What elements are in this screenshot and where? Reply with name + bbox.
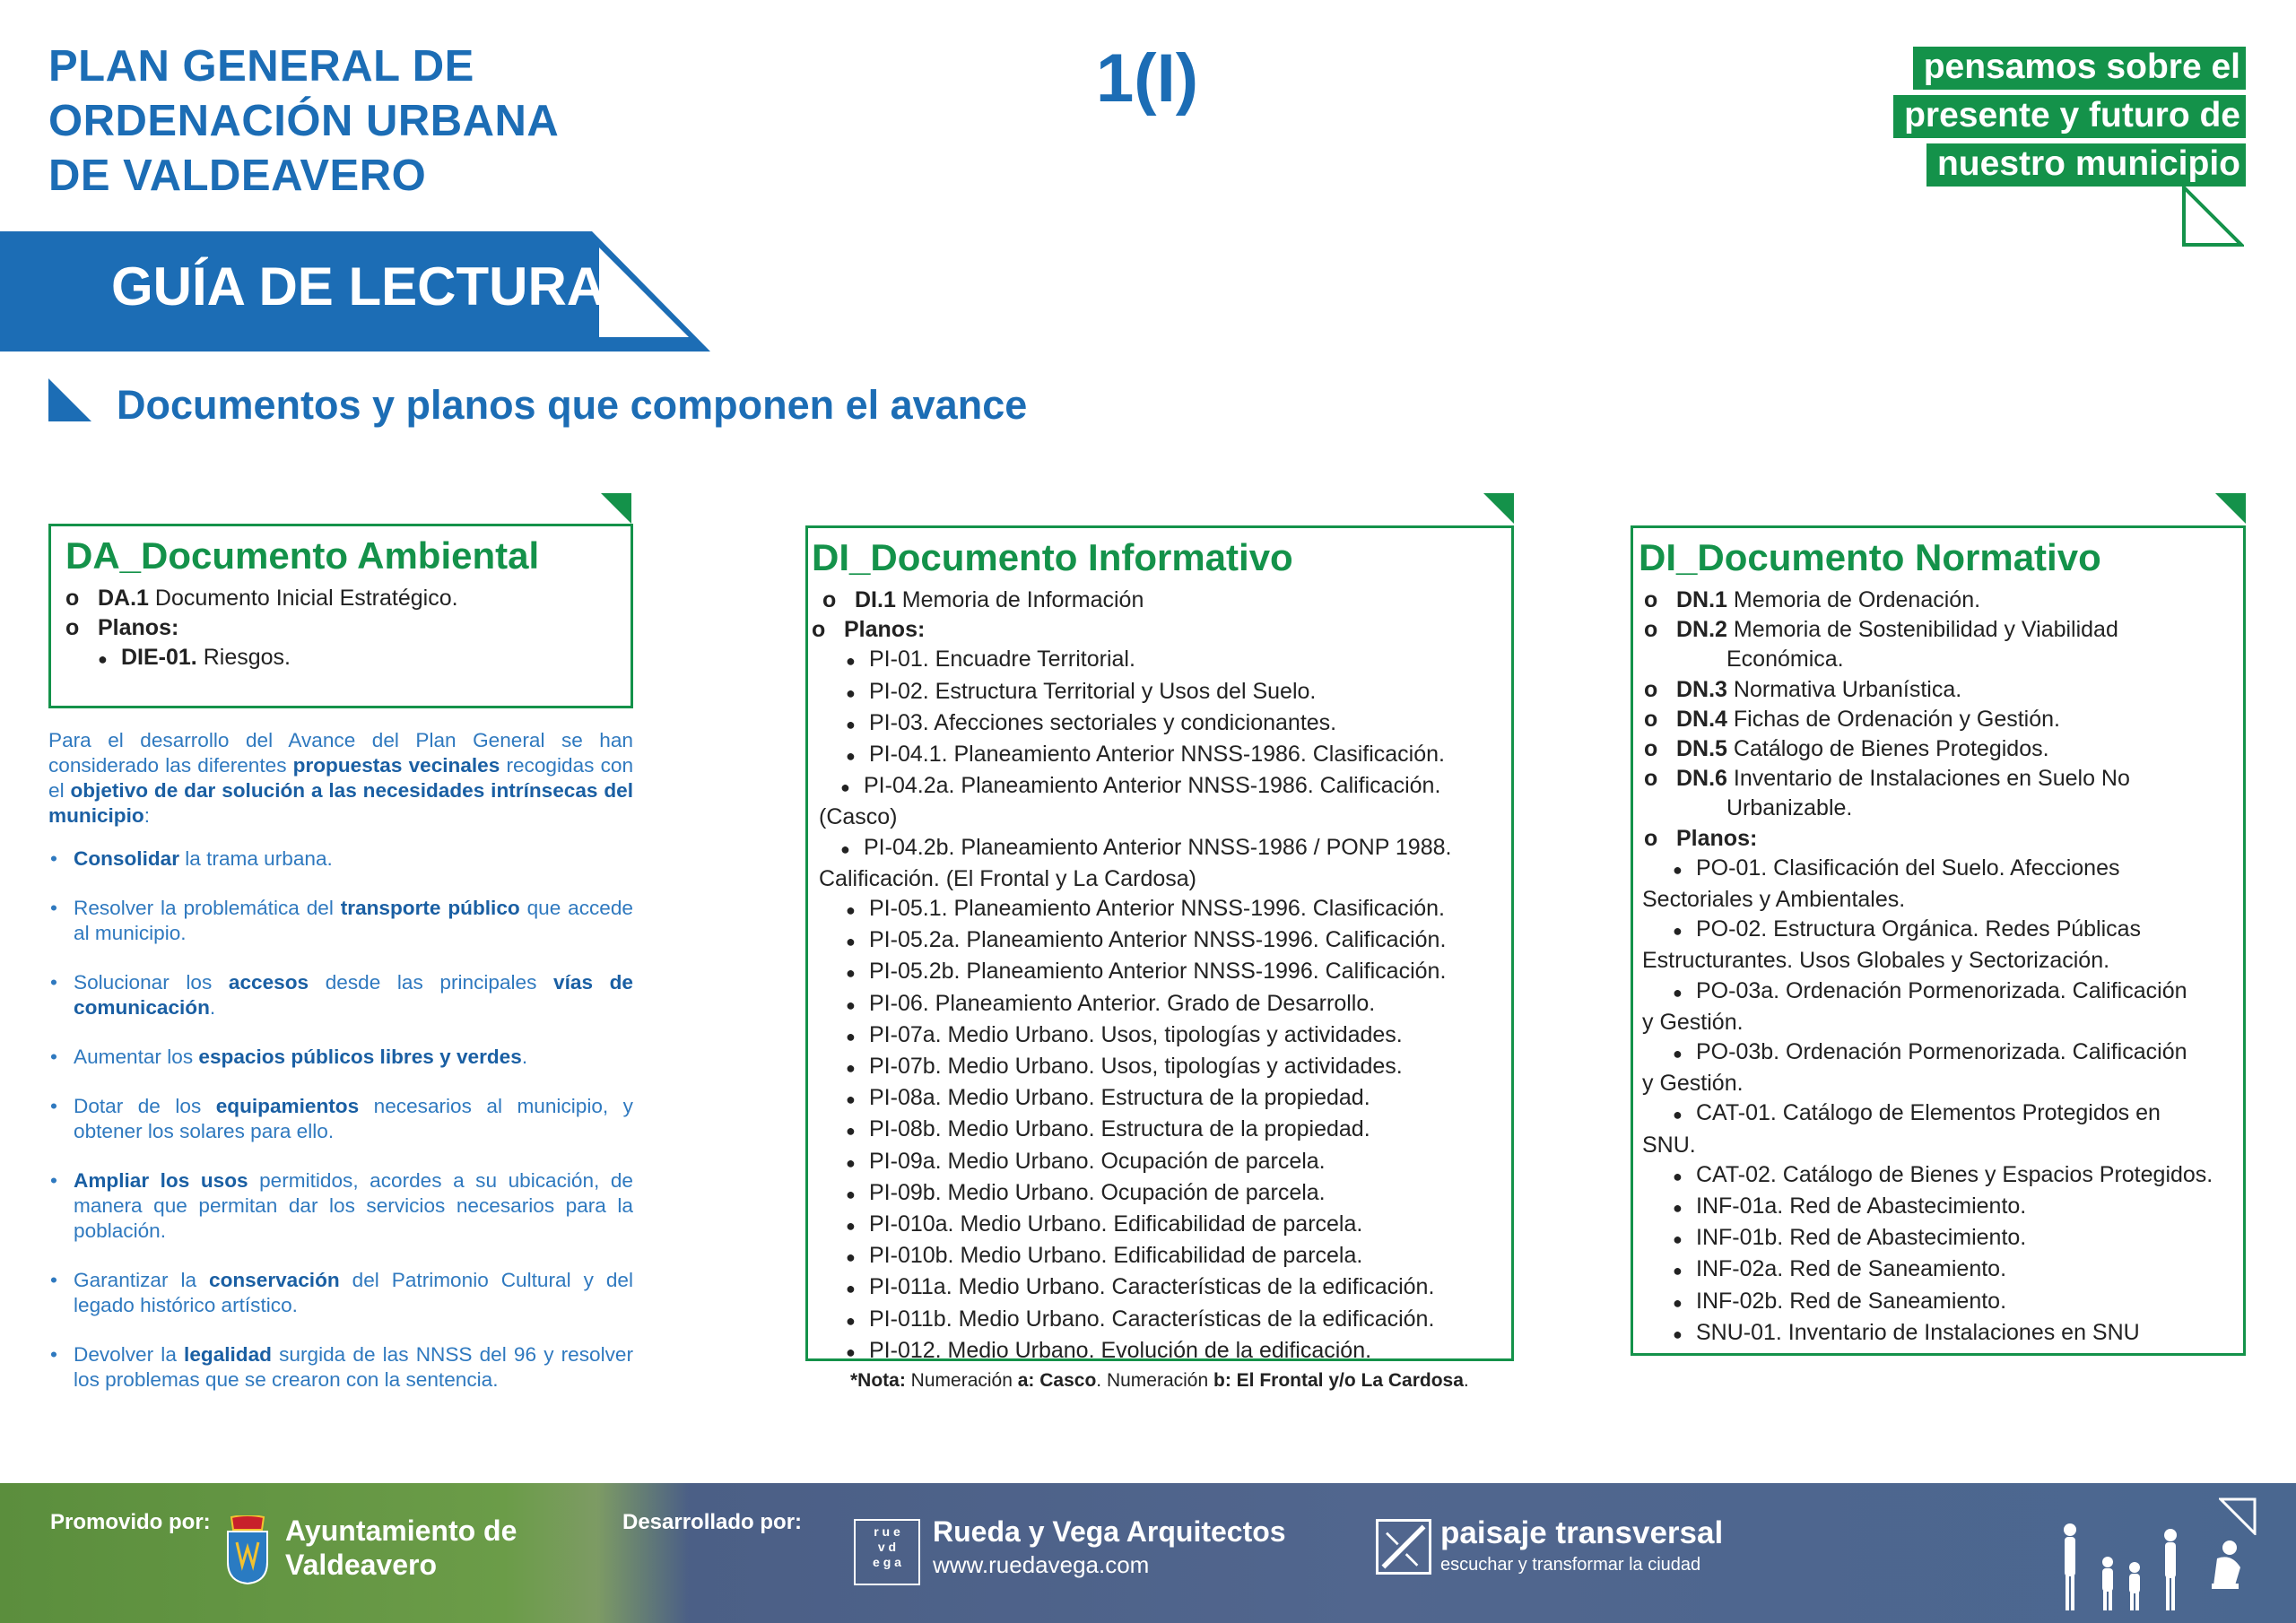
list-item: o Planos: [65,615,179,641]
list-item: Sectoriales y Ambientales. [1642,887,1906,913]
list-item: o DN.5 Catálogo de Bienes Protegidos. [1644,736,2049,762]
list-item: y Gestión. [1642,1009,1744,1035]
bullet-icon: ● [846,1248,856,1267]
plan-title [48,39,622,204]
box-corner-icon [601,493,631,524]
documento-normativo-list [1639,586,2243,1350]
bullet-icon: ● [1673,1167,1683,1185]
documento-informativo-title: DI_Documento Informativo [812,536,1293,578]
list-item: Urbanizable. [1726,795,1853,821]
bullet-icon: ● [846,1217,856,1236]
bullet-icon: ● [846,715,856,733]
list-item: ● PI-07a. Medio Urbano. Usos, tipologías y actividades. [812,1020,1511,1052]
bullet-icon: ● [1673,1324,1683,1343]
list-item: o DN.4 Fichas de Ordenación y Gestión. [1644,706,2060,732]
list-item: ● PI-010b. Medio Urbano. Edificabilidad de parcela. [812,1241,1511,1272]
bullet-icon: ● [1673,1106,1683,1124]
list-item: Calificación. (El Frontal y La Cardosa) [819,865,1196,891]
rueda-vega-name: Rueda y Vega Arquitectos [933,1515,1286,1548]
box-corner-icon [2215,493,2246,524]
bullet-icon: ● [846,1090,856,1109]
bullet-icon: ● [846,1311,856,1330]
list-item: ● PI-03. Afecciones sectoriales y condicionantes. [812,708,1511,740]
list-item: ● CAT-02. Catálogo de Bienes y Espacios Protegidos. [1639,1160,2243,1192]
list-item: ● PI-011a. Medio Urbano. Características de la edificación. [812,1272,1511,1304]
list-item: ● INF-02a. Red de Saneamiento. [1639,1254,2243,1286]
list-item: o DA.1 Documento Inicial Estratégico. [65,586,458,611]
list-item: ● PO-03a. Ordenación Pormenorizada. Calificación [1639,976,2243,1008]
bullet-icon: ● [846,652,856,671]
coat-of-arms-icon [224,1515,271,1585]
bullet-icon: ● [846,683,856,702]
list-item: ● PO-03b. Ordenación Pormenorizada. Calificación [1639,1037,2243,1069]
bullet-icon: ● [846,933,856,951]
list-item: • Garantizar la conservación del Patrimonio Cultural y del legado histórico artístico. [48,1268,633,1318]
list-item: Económica. [1726,647,1844,673]
list-item: ● PI-02. Estructura Territorial y Usos del Suelo. [812,677,1511,708]
list-item: ● INF-02b. Red de Saneamiento. [1639,1287,2243,1318]
rueda-vega-web: www.ruedavega.com [933,1551,1150,1578]
list-item: ● SNU-01. Inventario de Instalaciones en SNU [1639,1318,2243,1350]
list-item: ● DIE-01. Riesgos. [98,645,291,671]
bullet-icon: ● [846,1027,856,1046]
documento-normativo-box [1631,525,2246,1356]
bullet-icon: ● [1673,983,1683,1002]
title-line-2: ORDENACIÓN URBANA [48,97,560,145]
list-item: ● PI-04.2a. Planeamiento Anterior NNSS-1986. Calificación. [812,771,1511,803]
footer [0,1483,2296,1623]
list-item: o Planos: [812,617,926,643]
documento-normativo-title: DI_Documento Normativo [1639,536,2101,578]
list-item: ● PI-04.1. Planeamiento Anterior NNSS-1986. Clasificación. [812,740,1511,771]
list-item: • Ampliar los usos permitidos, acordes a su ubicación, de manera que permitan dar los servicios necesarios para la población. [48,1168,633,1244]
slogan-triangle-icon [2181,185,2244,247]
title-line-1: PLAN GENERAL DE [48,42,474,91]
documento-informativo-box [805,525,1514,1361]
list-item: ● PI-04.2b. Planeamiento Anterior NNSS-1986 / PONP 1988. [812,833,1511,864]
note: *Nota: Numeración a: Casco. Numeración b: El Frontal y/o La Cardosa. [850,1370,1469,1391]
slogan-line-3: nuestro municipio [1926,143,2246,187]
paisaje-transversal-tagline: escuchar y transformar la ciudad [1440,1555,1701,1575]
list-item: o DN.2 Memoria de Sostenibilidad y Viabilidad [1644,617,2118,643]
section-title: Documentos y planos que componen el avance [117,382,1028,428]
list-item: ● CAT-01. Catálogo de Elementos Protegidos en [1639,1098,2243,1130]
list-item: ● PI-05.2a. Planeamiento Anterior NNSS-1996. Calificación. [812,925,1511,957]
list-item: ● PI-05.2b. Planeamiento Anterior NNSS-1996. Calificación. [812,957,1511,988]
bullet-icon: ● [846,1122,856,1141]
list-item: • Consolidar la trama urbana. [48,846,633,872]
bullet-icon: ● [846,964,856,983]
document-code: 1(I) [1096,40,1198,117]
list-item: ● PI-09a. Medio Urbano. Ocupación de parcela. [812,1147,1511,1178]
bullet-icon: ● [846,1280,856,1298]
people-silhouettes-icon [2054,1521,2251,1614]
list-item: SNU. [1642,1132,1696,1158]
objectives-list [48,846,633,1417]
slogan-line-2: presente y futuro de [1893,95,2246,138]
list-item: ● PI-05.1. Planeamiento Anterior NNSS-1996. Clasificación. [812,894,1511,925]
paisaje-transversal-name: paisaje transversal [1440,1515,1724,1550]
desarrollado-label: Desarrollado por: [622,1510,803,1534]
bullet-icon: ● [1673,1199,1683,1218]
title-line-3: DE VALDEAVERO [48,152,427,200]
list-item: • Devolver la legalidad surgida de las NNSS del 96 y resolver los problemas que se crearon con la sentencia. [48,1342,633,1393]
list-item: o DN.6 Inventario de Instalaciones en Suelo No [1644,766,2130,792]
section-marker-icon [48,378,91,421]
list-item: • Aumentar los espacios públicos libres y verdes. [48,1045,633,1070]
box-corner-icon [1483,493,1514,524]
paisaje-transversal-logo-icon [1376,1519,1431,1575]
list-item: o DN.3 Normativa Urbanística. [1644,676,1962,702]
documento-informativo-list [812,586,1511,1367]
documento-ambiental-list [65,584,631,675]
slogan-line-1: pensamos sobre el [1913,47,2246,90]
bullet-icon: ● [1673,1230,1683,1249]
ayuntamiento-line-1: Ayuntamiento de [285,1515,517,1547]
rueda-vega-logo: r u e v d e g a [854,1519,920,1585]
intro-paragraph: Para el desarrollo del Avance del Plan General se han considerado las diferentes propuestas vecinales recogidas con el objetivo de dar solución a las necesidades intrínsecas del municipio: [48,729,634,827]
list-item: ● INF-01a. Red de Abastecimiento. [1639,1192,2243,1223]
guide-label: GUÍA DE LECTURA [111,256,606,317]
bullet-icon: ● [840,839,850,858]
bullet-icon: ● [1673,1293,1683,1312]
bullet-icon: ● [1673,922,1683,941]
list-item: ● PI-09b. Medio Urbano. Ocupación de parcela. [812,1178,1511,1210]
bullet-icon: ● [1673,1045,1683,1063]
bullet-icon: ● [840,778,850,797]
list-item: (Casco) [819,804,898,830]
documento-ambiental-title: DA_Documento Ambiental [65,534,540,577]
list-item: ● PI-08b. Medio Urbano. Estructura de la propiedad. [812,1115,1511,1146]
list-item: Estructurantes. Usos Globales y Sectorización. [1642,948,2110,974]
bullet-icon: ● [846,995,856,1014]
list-item: ● PI-07b. Medio Urbano. Usos, tipologías y actividades. [812,1052,1511,1083]
list-item: ● PI-01. Encuadre Territorial. [812,645,1511,676]
bullet-icon: ● [846,1153,856,1172]
list-item: o DI.1 Memoria de Información [822,587,1144,612]
list-item: ● PI-010a. Medio Urbano. Edificabilidad de parcela. [812,1210,1511,1241]
bullet-icon: ● [846,1185,856,1203]
bullet-icon: ● [1673,1262,1683,1280]
list-item: ● PI-06. Planeamiento Anterior. Grado de Desarrollo. [812,989,1511,1020]
list-item: ● PI-012. Medio Urbano. Evolución de la edificación. [812,1336,1511,1367]
list-item: y Gestión. [1642,1071,1744,1097]
bullet-icon: ● [846,901,856,920]
list-item: • Dotar de los equipamientos necesarios al municipio, y obtener los solares para ello. [48,1094,633,1144]
list-item: o Planos: [1644,825,1758,851]
documento-ambiental-box [48,524,633,708]
bullet-icon: ● [846,1059,856,1078]
promovido-label: Promovido por: [50,1510,211,1534]
list-item: ● PO-01. Clasificación del Suelo. Afecciones [1639,854,2243,885]
list-item: ● INF-01b. Red de Abastecimiento. [1639,1223,2243,1254]
ayuntamiento-line-2: Valdeavero [285,1549,437,1581]
list-item: • Solucionar los accesos desde las principales vías de comunicación. [48,970,633,1020]
list-item: ● PI-011b. Medio Urbano. Características de la edificación. [812,1305,1511,1336]
list-item: • Resolver la problemática del transporte público que accede al municipio. [48,896,633,946]
bullet-icon: ● [846,747,856,766]
bullet-icon: ● [1673,860,1683,879]
list-item: o DN.1 Memoria de Ordenación. [1644,587,1981,612]
list-item: ● PI-08a. Medio Urbano. Estructura de la propiedad. [812,1083,1511,1115]
bullet-icon: ● [846,1342,856,1361]
slogan [1893,47,2246,192]
list-item: ● PO-02. Estructura Orgánica. Redes Públicas [1639,915,2243,946]
